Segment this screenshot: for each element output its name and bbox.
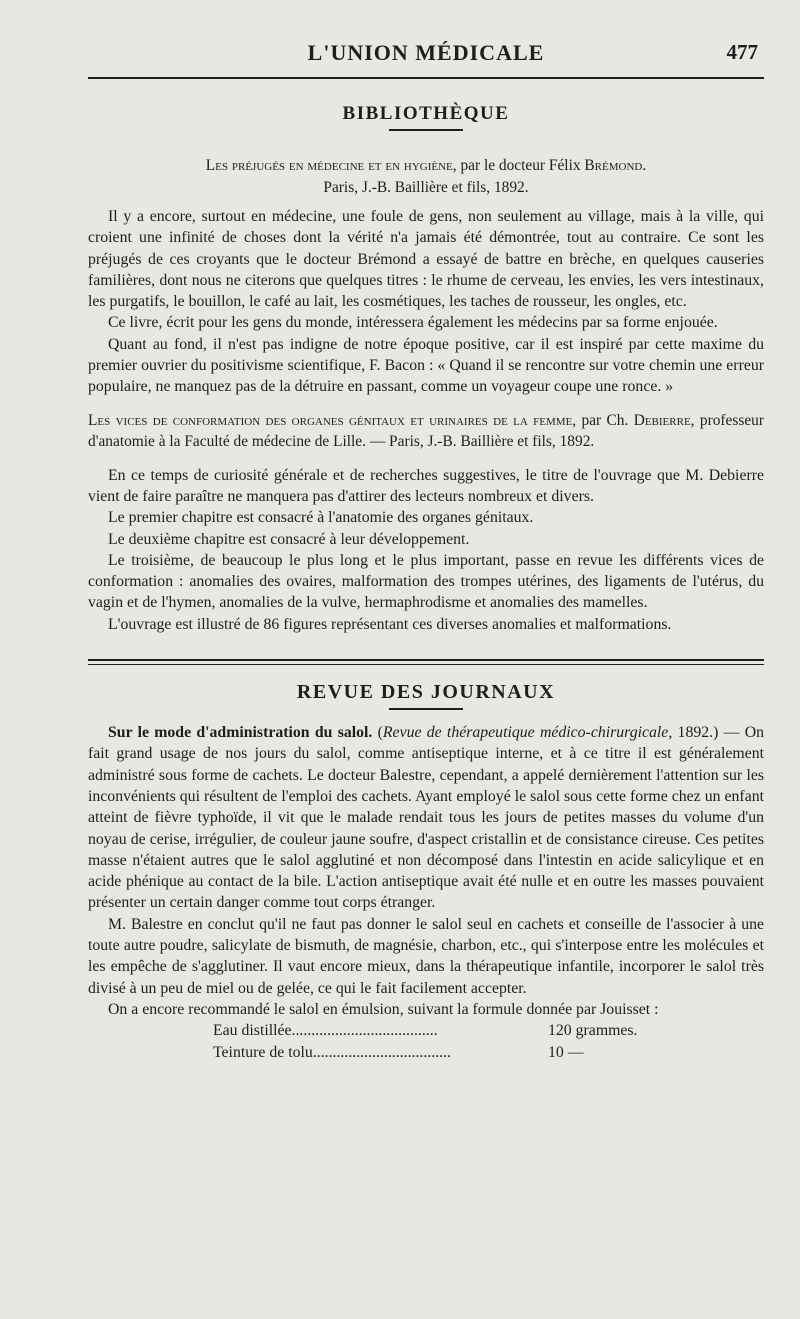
- section-separator: [88, 659, 764, 665]
- running-head: [88, 34, 764, 74]
- book-title: Les vices de conformation des organes génitaux et urinaires de la femme,: [88, 411, 577, 429]
- paragraph: Il y a encore, surtout en médecine, une foule de gens, non seulement au village, mais à la ville, qui croient une infinité de choses dont la vérité n'a jamais été démontrée, tout au contraire. Ce sont les préjugés de ces croyants que le docteur Brémond a essayé de battre en brèche, en quelques causeries familières, dont nous ne citerons que quelques titres : le rhume de cerveau, les envies, les vers intestinaux, les purgatifs, le bouillon, le café au lait, les cosmétiques, les taches de rousseur, les ongles, etc.: [88, 208, 764, 311]
- formula-ingredient: Eau distillée.....................................: [213, 1022, 438, 1040]
- article-source: Revue de thérapeutique médico-chirurgicale: [382, 724, 669, 742]
- page-number: 477: [726, 40, 758, 64]
- article-lead-paragraph: [88, 722, 764, 914]
- paragraph: Quant au fond, il n'est pas indigne de notre époque positive, car il est inspiré par cette maxime du premier ouvrier du positivisme scientifique, F. Bacon : « Quand il se rencontre sur votre chemin une erreur populaire, ne manquez pas de la détruire en passant, comme un voyageur coupe une ronce. »: [88, 335, 764, 396]
- paragraph: Le deuxième chapitre est consacré à leur développement.: [108, 530, 470, 548]
- paragraph: Le troisième, de beaucoup le plus long et le plus important, passe en revue les différents vices de conformation : anomalies des ovaires, malformation des trompes utérines, des ligaments de l'utérus, du vagin et de l'hymen, anomalies de la vulve, hermaphrodisme et anomalies des mamelles.: [88, 551, 764, 612]
- book-publisher: , professeur d'anatomie à la Faculté de médecine de Lille. — Paris, J.-B. Baillière et fils, 1892.: [88, 411, 764, 451]
- book-title: Les préjugés en médecine et en hygiène,: [205, 157, 457, 174]
- paragraph: En ce temps de curiosité générale et de recherches suggestives, le titre de l'ouvrage que M. Debierre vient de faire paraître ne manquera pas d'attirer des lecteurs nombreux et divers.: [88, 466, 764, 505]
- formula-row: [213, 1020, 764, 1041]
- paragraph: M. Balestre en conclut qu'il ne faut pas donner le salol seul en cachets et conseille de l'associer à une toute autre poudre, salicylate de bismuth, de magnésie, charbon, etc., qui s'interpose entre les molécules et les empêche de s'agglutiner. Il vaut encore mieux, dans la thérapeutique infantile, incorporer le salol très divisé à un peu de miel ou de gelée, ce qui le fait facilement accepter.: [88, 915, 764, 997]
- section-title-revue: REVUE DES JOURNAUX: [296, 681, 556, 704]
- paragraph: Ce livre, écrit pour les gens du monde, intéressera également les médecins par sa forme enjouée.: [108, 314, 718, 332]
- book-author-prefix: par Ch.: [576, 411, 634, 429]
- article-source-close: , 1892.): [668, 724, 719, 742]
- formula: [213, 1020, 764, 1063]
- book-author: Brémond: [584, 157, 643, 174]
- article-lead: — On fait grand usage de nos jours du salol, comme antiseptique interne, et à ce titre il est généralement administré sous forme de cachets. Le docteur Balestre, cependant, a appelé dernièrement l'attention sur les inconvénients qui résultent de l'emploi des cachets. Ayant employé le salol sous cette forme chez un enfant atteint de fièvre typhoïde, il vit que le malade rendait tous les jours de petites masses du volume d'un noyau de cerise, irrégulier, de couleur jaune soufre, d'aspect cristallin et de consistance cireuse. Ces petites masse n'étaient autres que le salol agglutiné et non décomposé dans l'intestin en acide salicylique et en acide phénique au contact de la bile. L'action antiseptique avait été nulle et en outre les masses pouvaient présenter un certain danger comme tout corps étranger.: [88, 724, 764, 912]
- formula-quantity: 10 —: [548, 1043, 584, 1061]
- formula-row: [213, 1042, 764, 1063]
- paragraph: L'ouvrage est illustré de 86 figures représentant ces diverses anomalies et malformations.: [108, 615, 672, 633]
- formula-quantity: 120 grammes.: [548, 1022, 638, 1040]
- book-reference-2: [88, 410, 764, 453]
- paragraph: Le premier chapitre est consacré à l'anatomie des organes génitaux.: [108, 509, 534, 527]
- book-author-prefix: par le docteur Félix: [456, 157, 585, 174]
- header-rule: [88, 77, 764, 79]
- section-divider: [389, 129, 463, 131]
- book-author: Debierre: [633, 411, 691, 429]
- formula-ingredient: Teinture de tolu...................................: [213, 1043, 452, 1061]
- section-title-bibliotheque: BIBLIOTHÈQUE: [342, 103, 510, 124]
- book-reference-1: Les préjugés en médecine et en hygiène, par le docteur Félix Brémond. Paris, J.-B. Baillière et fils, 1892.: [205, 157, 647, 196]
- article-source-open: (: [372, 724, 383, 742]
- journal-title: L'UNION MÉDICALE: [307, 40, 545, 65]
- article-title: Sur le mode d'administration du salol.: [108, 724, 373, 742]
- book-publisher: Paris, J.-B. Baillière et fils, 1892.: [323, 178, 529, 196]
- paragraph: On a encore recommandé le salol en émulsion, suivant la formule donnée par Jouisset :: [108, 1000, 659, 1018]
